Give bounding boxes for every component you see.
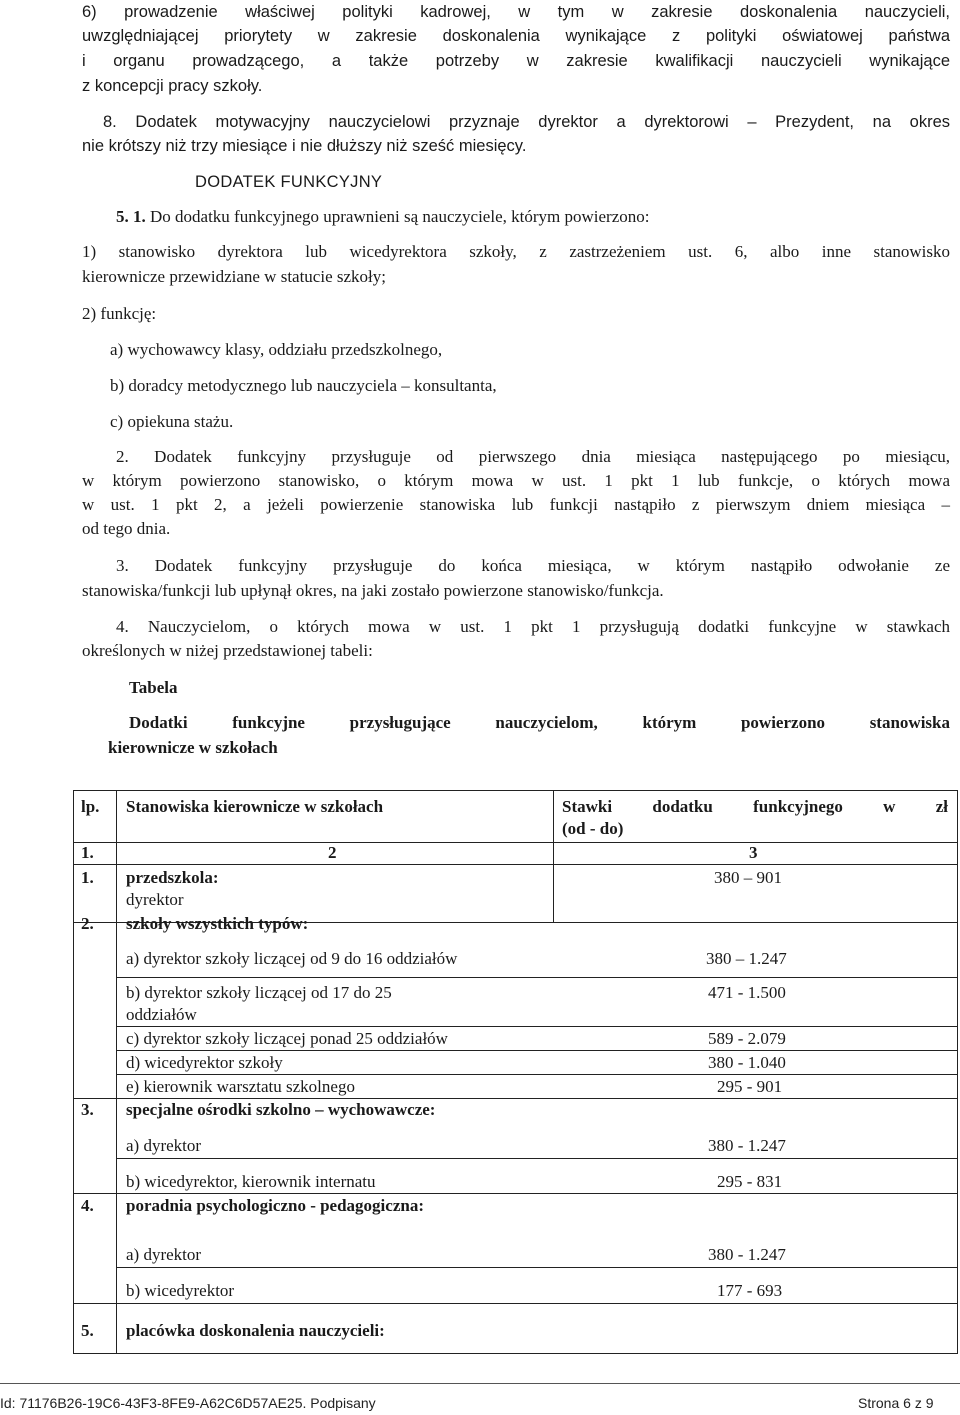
row2c-value: 589 - 2.079 xyxy=(708,1029,786,1048)
row1-sub: dyrektor xyxy=(126,890,184,909)
table-row-line xyxy=(116,1050,958,1051)
s5-line xyxy=(116,205,649,229)
item2-label: 2) funkcję: xyxy=(82,304,157,323)
p2-line4: od tego dnia. xyxy=(82,519,171,538)
table-row-line xyxy=(116,1158,958,1159)
p3-line1: 3. Dodatek funkcyjny przysługuje do końca miesiąca, w którym nastąpiło odwołanie ze xyxy=(116,556,950,575)
s5-text: Do dodatku funkcyjnego uprawnieni są nauczyciele, którym powierzono: xyxy=(150,207,650,226)
header-stawki: Stawki dodatku funkcyjnego w zł xyxy=(562,797,948,816)
tabela-label: Tabela xyxy=(129,678,178,697)
row2c-label: c) dyrektor szkoły liczącej ponad 25 oddziałów xyxy=(126,1029,448,1048)
header-stawki-range: (od - do) xyxy=(562,819,624,838)
row3-lp: 3. xyxy=(81,1100,94,1119)
p4-line1: 4. Nauczycielom, o których mowa w ust. 1 pkt 1 przysługują dodatki funkcyjne w stawkach xyxy=(116,617,950,636)
table-border-top xyxy=(73,790,958,791)
footer-page-number: Strona 6 z 9 xyxy=(858,1395,934,1411)
item2-b: b) doradcy metodycznego lub nauczyciela – konsultanta, xyxy=(110,376,497,395)
table-row-line xyxy=(116,1026,958,1027)
row3b-value: 295 - 831 xyxy=(717,1172,783,1191)
p2-line1: 2. Dodatek funkcyjny przysługuje od pierwszego dnia miesiąca następującego po miesiącu, xyxy=(116,447,950,466)
item2-c: c) opiekuna stażu. xyxy=(110,412,234,431)
row2a-value: 380 – 1.247 xyxy=(706,949,787,968)
header-stanowiska: Stanowiska kierownicze w szkołach xyxy=(126,797,384,816)
row2d-label: d) wicedyrektor szkoły xyxy=(126,1053,283,1072)
row5-label: placówka doskonalenia nauczycieli: xyxy=(126,1321,385,1340)
table-row-line xyxy=(116,977,958,978)
p8-line1: 8. Dodatek motywacyjny nauczycielowi przyznaje dyrektor a dyrektorowi – Prezydent, na okres xyxy=(103,113,950,131)
row2b-label: b) dyrektor szkoły liczącej od 17 do 25 xyxy=(126,983,392,1002)
row2e-label: e) kierownik warsztatu szkolnego xyxy=(126,1077,355,1096)
row3a-value: 380 - 1.247 xyxy=(708,1136,786,1155)
item2-a: a) wychowawcy klasy, oddziału przedszkolnego, xyxy=(110,340,443,359)
table-row-line xyxy=(73,1303,958,1304)
table-col-divider-2 xyxy=(553,790,554,922)
row1-label: przedszkola: xyxy=(126,868,219,887)
item6-line3: i organu prowadzącego, a także potrzeby w zakresie kwalifikacji nauczycieli wynikające xyxy=(82,52,950,70)
colnum-1: 1. xyxy=(81,843,94,862)
header-lp: lp. xyxy=(81,797,100,816)
row4b-value: 177 - 693 xyxy=(717,1281,783,1300)
p8-line2: nie krótszy niż trzy miesiące i nie dłuższy niż sześć miesięcy. xyxy=(82,137,527,155)
item6-line4: z koncepcji pracy szkoły. xyxy=(82,77,263,95)
row4-lp: 4. xyxy=(81,1196,94,1215)
row4-label: poradnia psychologiczno - pedagogiczna: xyxy=(126,1196,424,1215)
p3-line2: stanowiska/funkcji lub upłynął okres, na jaki zostało powierzone stanowisko/funkcja. xyxy=(82,581,664,600)
row3a-label: a) dyrektor xyxy=(126,1136,202,1155)
table-row-line xyxy=(73,842,958,843)
table-caption-line1: Dodatki funkcyjne przysługujące nauczycielom, którym powierzono stanowiska xyxy=(129,713,950,732)
rates-table xyxy=(73,790,958,1354)
colnum-3: 3 xyxy=(749,843,758,862)
table-border-right xyxy=(957,790,958,1354)
table-border-bottom xyxy=(73,1353,958,1354)
p4-line2: określonych w niżej przedstawionej tabeli: xyxy=(82,641,373,660)
table-row-line xyxy=(116,1267,958,1268)
table-row-line xyxy=(73,1193,958,1194)
row4b-label: b) wicedyrektor xyxy=(126,1281,235,1300)
table-row-line xyxy=(73,864,958,865)
s5-number: 5. 1. xyxy=(116,207,146,226)
row3-label: specjalne ośrodki szkolno – wychowawcze: xyxy=(126,1100,436,1119)
row2b-label-cont: oddziałów xyxy=(126,1005,197,1024)
row2-lp: 2. xyxy=(81,914,94,933)
row2e-value: 295 - 901 xyxy=(717,1077,783,1096)
row2a-label: a) dyrektor szkoły liczącej od 9 do 16 oddziałów xyxy=(126,949,458,968)
table-border-left xyxy=(73,790,74,1354)
row2-label: szkoły wszystkich typów: xyxy=(126,914,309,933)
p2-line3: w ust. 1 pkt 2, a jeżeli powierzenie stanowiska lub funkcji nastąpiło z pierwszym dniem miesiąca – xyxy=(82,495,950,514)
p2-line2: w którym powierzono stanowisko, o którym mowa w ust. 1 pkt 1 lub funkcje, o których mowa xyxy=(82,471,950,490)
section-heading: DODATEK FUNKCYJNY xyxy=(195,173,383,191)
item6-line2: uwzględniającej priorytety w zakresie doskonalenia wynikające z polityki oświatowej państwa xyxy=(82,27,950,45)
item6-line1: 6) prowadzenie właściwej polityki kadrowej, w tym w zakresie doskonalenia nauczycieli, xyxy=(82,3,950,21)
table-caption-line2: kierownicze w szkołach xyxy=(108,738,278,757)
row4a-value: 380 - 1.247 xyxy=(708,1245,786,1264)
table-col-divider-1 xyxy=(116,790,117,1354)
item1-line1: 1) stanowisko dyrektora lub wicedyrektora szkoły, z zastrzeżeniem ust. 6, albo inne stanowisko xyxy=(82,242,950,261)
row4a-label: a) dyrektor xyxy=(126,1245,202,1264)
item1-line2: kierownicze przewidziane w statucie szkoły; xyxy=(82,267,386,286)
row5-lp: 5. xyxy=(81,1321,94,1340)
row1-lp: 1. xyxy=(81,868,94,887)
colnum-2: 2 xyxy=(328,843,337,862)
row1-value: 380 – 901 xyxy=(714,868,782,887)
row2b-value: 471 - 1.500 xyxy=(708,983,786,1002)
row3b-label: b) wicedyrektor, kierownik internatu xyxy=(126,1172,376,1191)
footer-id: Id: 71176B26-19C6-43F3-8FE9-A62C6D57AE25. Podpisany xyxy=(0,1395,376,1411)
row2d-value: 380 - 1.040 xyxy=(708,1053,786,1072)
table-row-line xyxy=(116,1074,958,1075)
footer-rule xyxy=(0,1383,960,1384)
